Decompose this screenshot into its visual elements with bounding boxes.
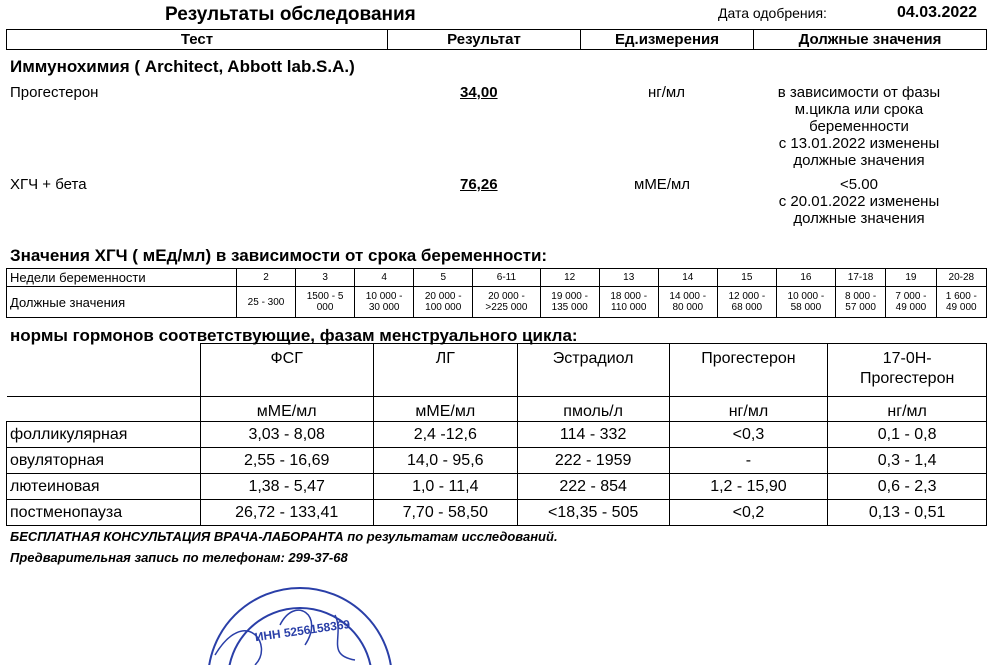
test-progesterone-unit: нг/мл — [648, 84, 685, 101]
hormone-value-cell: - — [669, 448, 828, 474]
hcg-week-cell: 5 — [414, 269, 473, 287]
hormone-phase-row — [7, 422, 987, 448]
test-hcg-reference: <5.00 с 20.01.2022 изменены должные значения — [778, 176, 940, 227]
hcg-pregnancy-table — [6, 268, 987, 318]
hcg-values-label: Должные значения — [7, 287, 237, 318]
hormone-corner-cell — [7, 344, 201, 397]
hormone-value-cell: <18,35 - 505 — [517, 500, 669, 526]
phase-label: фолликулярная — [7, 422, 201, 448]
section-hormones-title: нормы гормонов соответствующие, фазам менструального цикла: — [10, 326, 578, 345]
test-progesterone-reference: в зависимости от фазы м.цикла или срока беременности с 13.01.2022 изменены должные значения — [777, 84, 941, 169]
organization-stamp — [185, 585, 415, 665]
hcg-week-cell: 4 — [355, 269, 414, 287]
page-title: Результаты обследования — [165, 4, 416, 25]
hcg-week-cell: 15 — [717, 269, 776, 287]
hormone-norms-table — [6, 343, 987, 526]
hormone-unit-cell: мМЕ/мл — [200, 397, 373, 422]
hcg-week-cell: 6-11 — [473, 269, 540, 287]
hormone-unit-cell: пмоль/л — [517, 397, 669, 422]
hcg-value-cell: 10 000 - 30 000 — [355, 287, 414, 318]
hormone-name-cell: 17-0Н- Прогестерон — [828, 344, 987, 397]
hormone-value-cell: 0,1 - 0,8 — [828, 422, 987, 448]
hcg-value-cell: 1500 - 5 000 — [296, 287, 355, 318]
hormone-value-cell: 7,70 - 58,50 — [373, 500, 517, 526]
hcg-value-cell: 14 000 - 80 000 — [658, 287, 717, 318]
test-progesterone-name: Прогестерон — [10, 84, 99, 101]
hcg-value-cell: 25 - 300 — [237, 287, 296, 318]
hormone-unit-cell: нг/мл — [669, 397, 828, 422]
hcg-week-cell: 2 — [237, 269, 296, 287]
hormone-value-cell: 3,03 - 8,08 — [200, 422, 373, 448]
hormone-phase-row — [7, 474, 987, 500]
hormone-phase-row — [7, 448, 987, 474]
hcg-value-cell: 12 000 - 68 000 — [717, 287, 776, 318]
hormone-value-cell: <0,2 — [669, 500, 828, 526]
hcg-value-cell: 18 000 - 110 000 — [599, 287, 658, 318]
hcg-value-cell: 20 000 - 100 000 — [414, 287, 473, 318]
hcg-value-cell: 8 000 - 57 000 — [835, 287, 885, 318]
hormone-value-cell: 222 - 854 — [517, 474, 669, 500]
hcg-value-cell: 1 600 - 49 000 — [936, 287, 986, 318]
phase-label: лютеиновая — [7, 474, 201, 500]
hormone-name-cell: ФСГ — [200, 344, 373, 397]
hormone-value-cell: 26,72 - 133,41 — [200, 500, 373, 526]
hormone-value-cell: 1,38 - 5,47 — [200, 474, 373, 500]
hormone-names-row — [7, 344, 987, 397]
hormone-value-cell: 2,55 - 16,69 — [200, 448, 373, 474]
col-unit: Ед.измерения — [581, 30, 754, 50]
test-hcg-unit: мМЕ/мл — [634, 176, 691, 193]
hcg-week-cell: 17-18 — [835, 269, 885, 287]
hormone-unit-cell: нг/мл — [828, 397, 987, 422]
hcg-values-row — [7, 287, 987, 318]
hcg-value-cell: 19 000 - 135 000 — [540, 287, 599, 318]
stamp-inn-text: ИНН 5256158369 — [253, 617, 351, 645]
col-reference: Должные значения — [754, 30, 987, 50]
hormone-value-cell: 0,6 - 2,3 — [828, 474, 987, 500]
hcg-week-cell: 19 — [886, 269, 936, 287]
hormone-value-cell: 1,2 - 15,90 — [669, 474, 828, 500]
hcg-week-cell: 14 — [658, 269, 717, 287]
hcg-week-cell: 12 — [540, 269, 599, 287]
hcg-value-cell: 20 000 - >225 000 — [473, 287, 540, 318]
results-column-header — [6, 29, 987, 50]
hcg-weeks-label: Недели беременности — [7, 269, 237, 287]
hormone-unit-cell: мМЕ/мл — [373, 397, 517, 422]
consultation-note: БЕСПЛАТНАЯ КОНСУЛЬТАЦИЯ ВРАЧА-ЛАБОРАНТА по результатам исследований. — [10, 529, 558, 544]
col-test: Тест — [7, 30, 388, 50]
hormone-value-cell: 14,0 - 95,6 — [373, 448, 517, 474]
hormone-name-cell: ЛГ — [373, 344, 517, 397]
test-hcg-name: ХГЧ + бета — [10, 176, 87, 193]
hormone-value-cell: 2,4 -12,6 — [373, 422, 517, 448]
hormone-name-cell: Прогестерон — [669, 344, 828, 397]
hormone-value-cell: 114 - 332 — [517, 422, 669, 448]
section-hcg-title: Значения ХГЧ ( мЕд/мл) в зависимости от срока беременности: — [10, 246, 548, 265]
appointment-note: Предварительная запись по телефонам: 299-37-68 — [10, 550, 348, 565]
hormone-corner-cell-2 — [7, 397, 201, 422]
hcg-week-cell: 16 — [776, 269, 835, 287]
hcg-week-cell: 20-28 — [936, 269, 986, 287]
hormone-value-cell: 0,3 - 1,4 — [828, 448, 987, 474]
phase-label: овуляторная — [7, 448, 201, 474]
hormone-name-cell: Эстрадиол — [517, 344, 669, 397]
hormone-phase-row — [7, 500, 987, 526]
phase-label: постменопауза — [7, 500, 201, 526]
test-progesterone-result: 34,00 — [460, 84, 498, 101]
hcg-week-cell: 3 — [296, 269, 355, 287]
col-result: Результат — [388, 30, 581, 50]
hormone-value-cell: 1,0 - 11,4 — [373, 474, 517, 500]
hcg-value-cell: 7 000 - 49 000 — [886, 287, 936, 318]
approval-date-value: 04.03.2022 — [897, 4, 978, 21]
approval-date-label: Дата одобрения: — [718, 5, 827, 21]
hcg-weeks-row — [7, 269, 987, 287]
hormone-value-cell: 222 - 1959 — [517, 448, 669, 474]
hcg-value-cell: 10 000 - 58 000 — [776, 287, 835, 318]
hormone-value-cell: <0,3 — [669, 422, 828, 448]
hormone-units-row — [7, 397, 987, 422]
hormone-value-cell: 0,13 - 0,51 — [828, 500, 987, 526]
hcg-week-cell: 13 — [599, 269, 658, 287]
test-hcg-result: 76,26 — [460, 176, 498, 193]
section-immunochemistry-title: Иммунохимия ( Architect, Abbott lab.S.A.) — [10, 57, 355, 76]
